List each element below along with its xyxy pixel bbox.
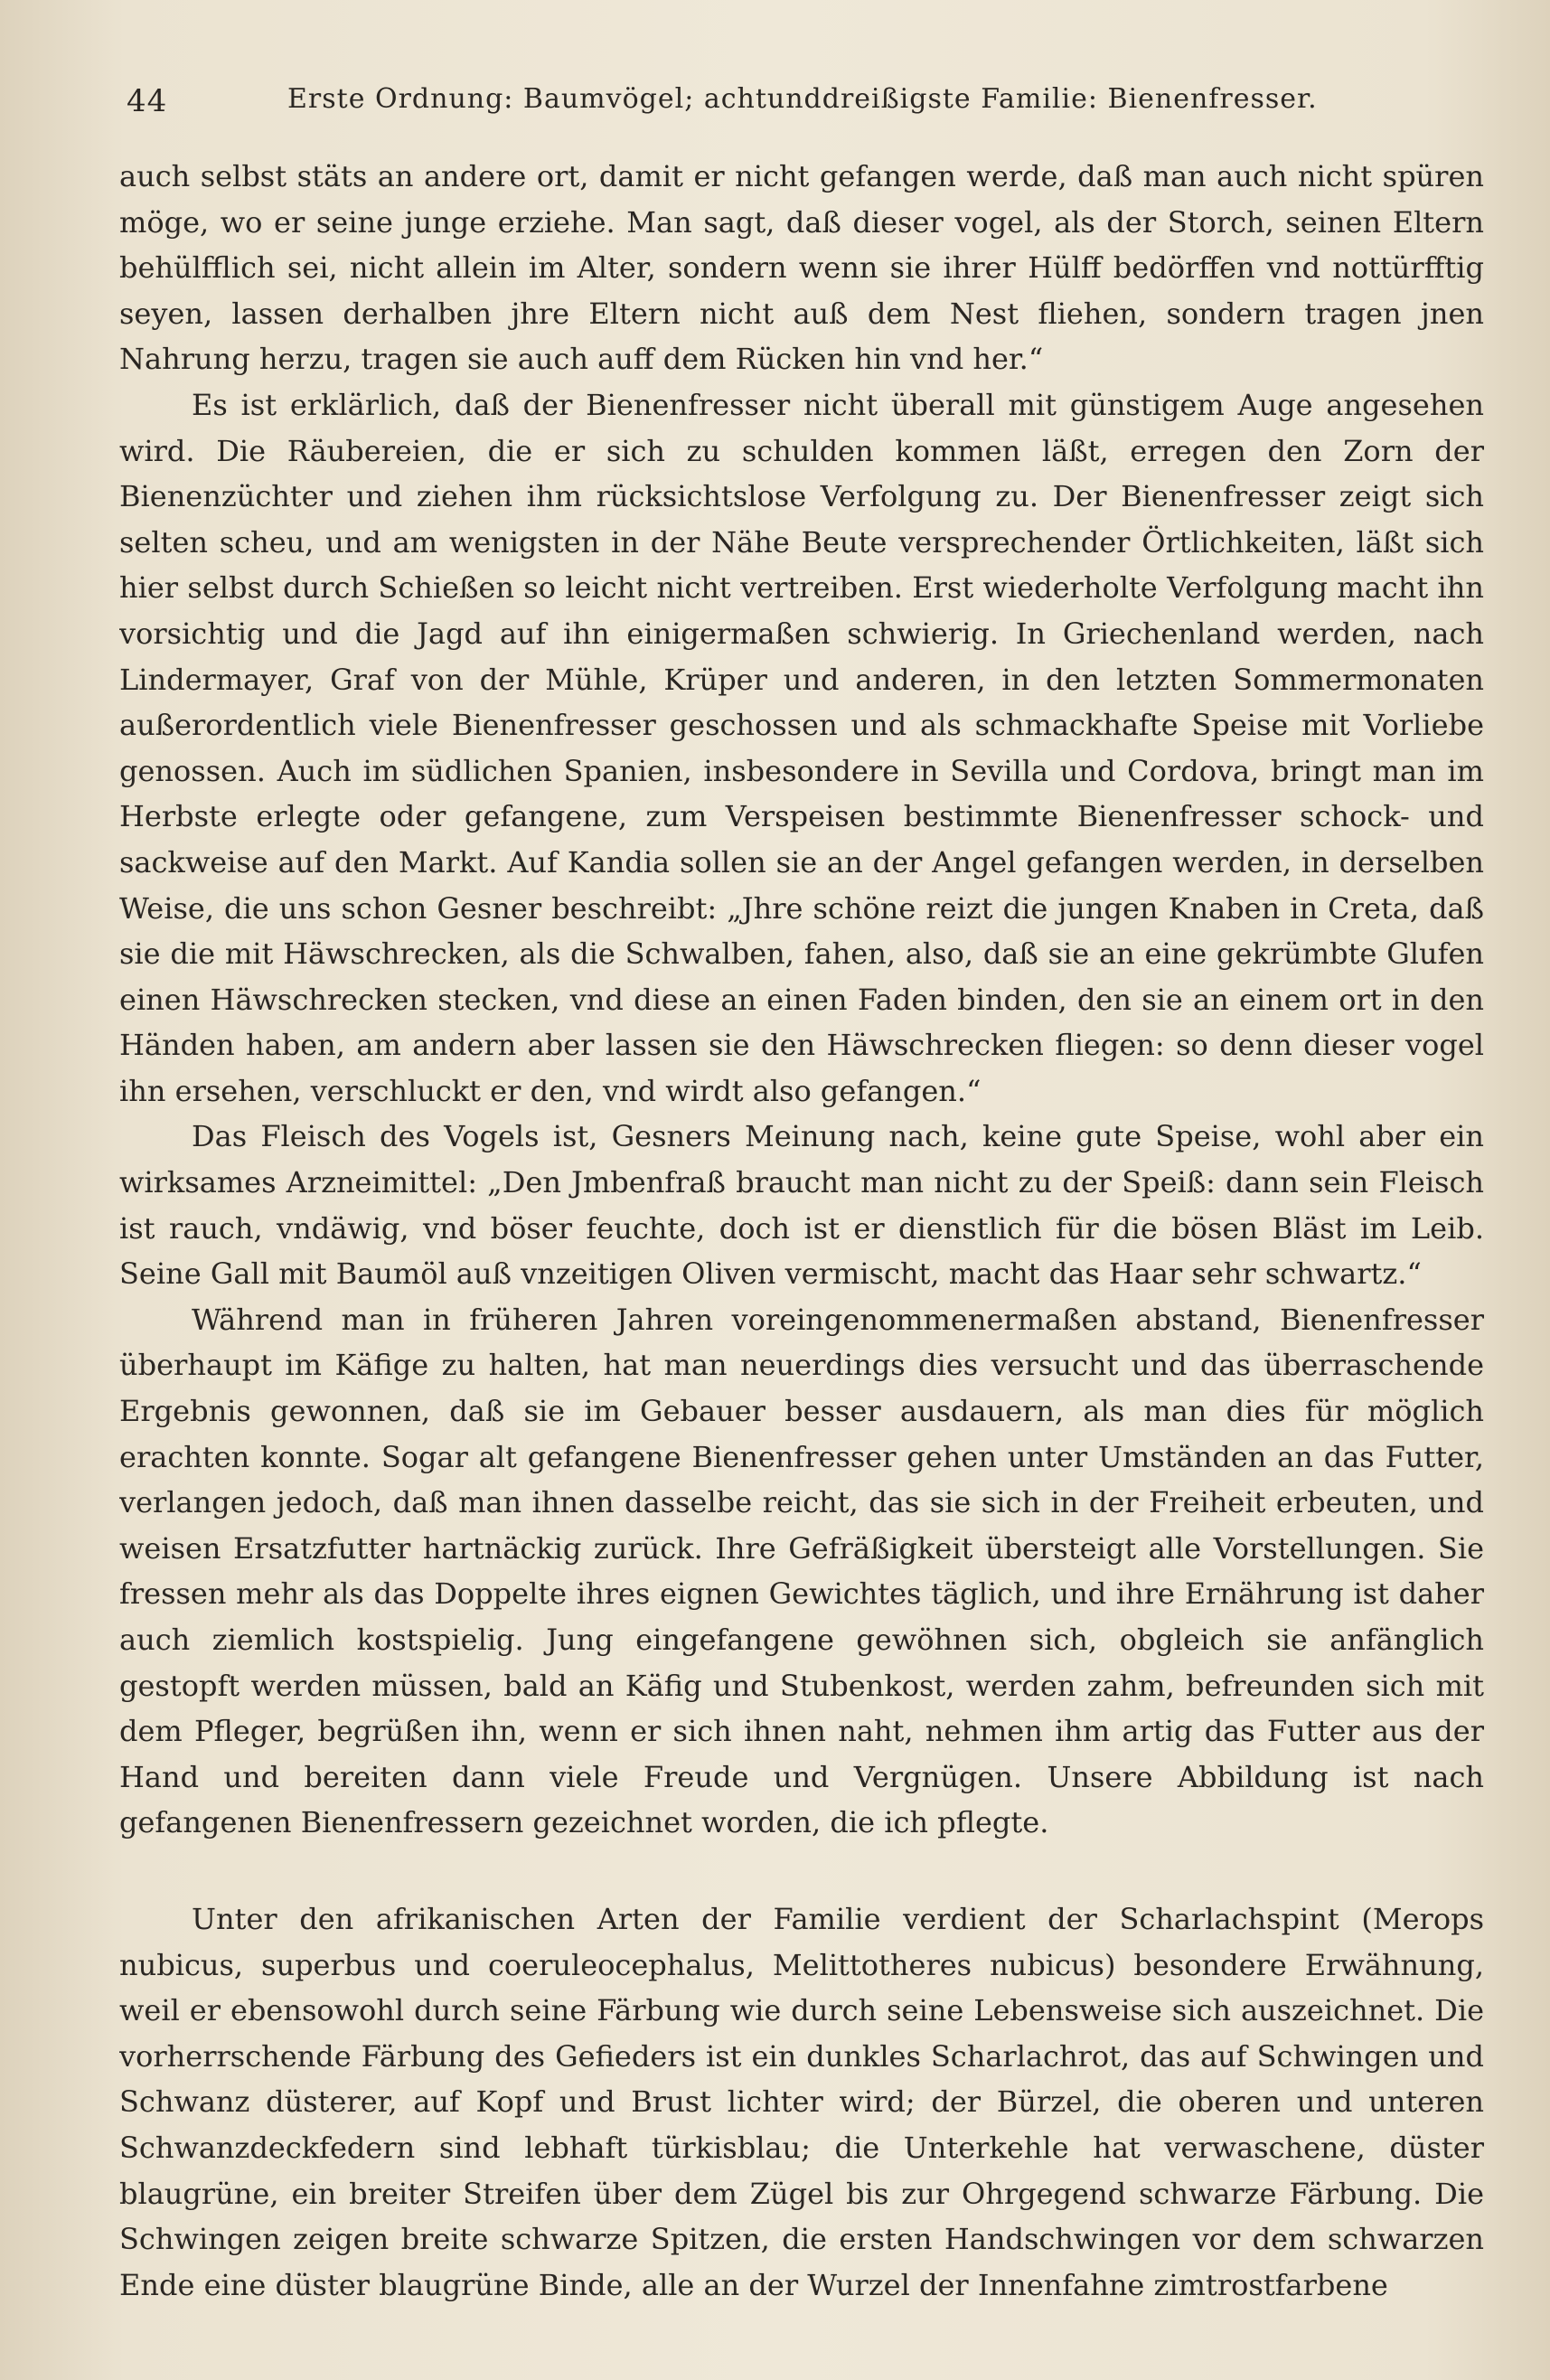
page-body — [119, 154, 1484, 2341]
paragraph-continuation: auch selbst stäts an andere ort, damit er nicht gefangen werde, daß man auch nicht spüren möge, wo er seine junge erziehe. Man sagt, daß dieser vogel, als der Storch, seinen Eltern behülfflich sei, nicht allein im Alter, sondern wenn sie ihrer Hülff bedörffen vnd nottürfftig seyen, lassen derhalben jhre Eltern nicht auß dem Nest fliehen, sondern tragen jnen Nahrung herzu, tragen sie auch auff dem Rücken hin vnd her.“ — [119, 159, 1484, 377]
paragraph-scharlachspint: Unter den afrikanischen Arten der Familie verdient der Scharlachspint (Merops nubicus, superbus und coeruleocephalus, Melittotheres nubicus) besondere Erwähnung, weil er ebensowohl durch seine Färbung wie durch seine Lebensweise sich auszeichnet. Die vorherrschende Färbung des Gefieders ist ein dunkles Scharlachrot, das auf Schwingen und Schwanz düsterer, auf Kopf und Brust lichter wird; der Bürzel, die oberen und unteren Schwanzdeckfedern sind lebhaft türkisblau; die Unterkehle hat verwaschene, düster blaugrüne, ein breiter Streifen über dem Zügel bis zur Ohrgegend schwarze Färbung. Die Schwingen zeigen breite schwarze Spitzen, die ersten Handschwingen vor dem schwarzen Ende eine düster blaugrüne Binde, alle an der Wurzel der Innenfahne zimtrostfarbene — [119, 1901, 1484, 2302]
paragraph-bienenfresser-verfolgung: Es ist erklärlich, daß der Bienenfresser nicht überall mit günstigem Auge angesehen wird. Die Räubereien, die er sich zu schulden kommen läßt, erregen den Zorn der Bienenzüchter und ziehen ihm rücksichtslose Verfolgung zu. Der Bienenfresser zeigt sich selten scheu, und am wenigsten in der Nähe Beute versprechender Örtlichkeiten, läßt sich hier selbst durch Schießen so leicht nicht vertreiben. Erst wiederholte Verfolgung macht ihn vorsichtig und die Jagd auf ihn einigermaßen schwierig. In Griechenland werden, nach Lindermayer, Graf von der Mühle, Krüper und anderen, in den letzten Sommermonaten außerordentlich viele Bienenfresser geschossen und als schmackhafte Speise mit Vorliebe genossen. Auch im südlichen Spanien, insbesondere in Sevilla und Cordova, bringt man im Herbste erlegte oder gefangene, zum Verspeisen bestimmte Bienenfresser schock- und sackweise auf den Markt. Auf Kandia sollen sie an der Angel gefangen werden, in derselben Weise, die uns schon Gesner beschreibt: „Jhre schöne reizt die jungen Knaben in Creta, daß sie die mit Häwschrecken, als die Schwalben, fahen, also, daß sie an eine gekrümbte Glufen einen Häwschrecken stecken, vnd diese an einen Faden binden, den sie an einem ort in den Händen haben, am andern aber lassen sie den Häwschrecken fliegen: so denn dieser vogel ihn ersehen, verschluckt er den, vnd wirdt also gefangen.“ — [119, 387, 1484, 1108]
paragraph-kaefighaltung: Während man in früheren Jahren voreingenommenermaßen abstand, Bienenfresser überhaupt im Käfige zu halten, hat man neuerdings dies versucht und das überraschende Ergebnis gewonnen, daß sie im Gebauer besser ausdauern, als man dies für möglich erachten konnte. Sogar alt gefangene Bienenfresser gehen unter Umständen an das Futter, verlangen jedoch, daß man ihnen dasselbe reicht, das sie sich in der Freiheit erbeuten, und weisen Ersatzfutter hartnäckig zurück. Ihre Gefräßigkeit übersteigt alle Vorstellungen. Sie fressen mehr als das Doppelte ihres eignen Gewichtes täglich, und ihre Ernährung ist daher auch ziemlich kostspielig. Jung eingefangene gewöhnen sich, obgleich sie anfänglich gestopft werden müssen, bald an Käfig und Stubenkost, werden zahm, befreunden sich mit dem Pfleger, begrüßen ihn, wenn er sich ihnen naht, nehmen ihm artig das Futter aus der Hand und bereiten dann viele Freude und Vergnügen. Unsere Abbildung ist nach gefangenen Bienenfressern gezeichnet worden, die ich pflegte. — [119, 1302, 1484, 1840]
running-title: Erste Ordnung: Baumvögel; achtunddreißigste Familie: Bienenfresser. — [287, 83, 1318, 115]
page-header — [0, 83, 1550, 128]
page-number: 44 — [127, 83, 168, 119]
paragraph-fleisch-arzneimittel: Das Fleisch des Vogels ist, Gesners Meinung nach, keine gute Speise, wohl aber ein wirksames Arzneimittel: „Den Jmbenfraß braucht man nicht zu der Speiß: dann sein Fleisch ist rauch, vndäwig, vnd böser feuchte, doch ist er dienstlich für die bösen Bläst im Leib. Seine Gall mit Baumöl auß vnzeitigen Oliven vermischt, macht das Haar sehr schwartz.“ — [119, 1119, 1484, 1292]
